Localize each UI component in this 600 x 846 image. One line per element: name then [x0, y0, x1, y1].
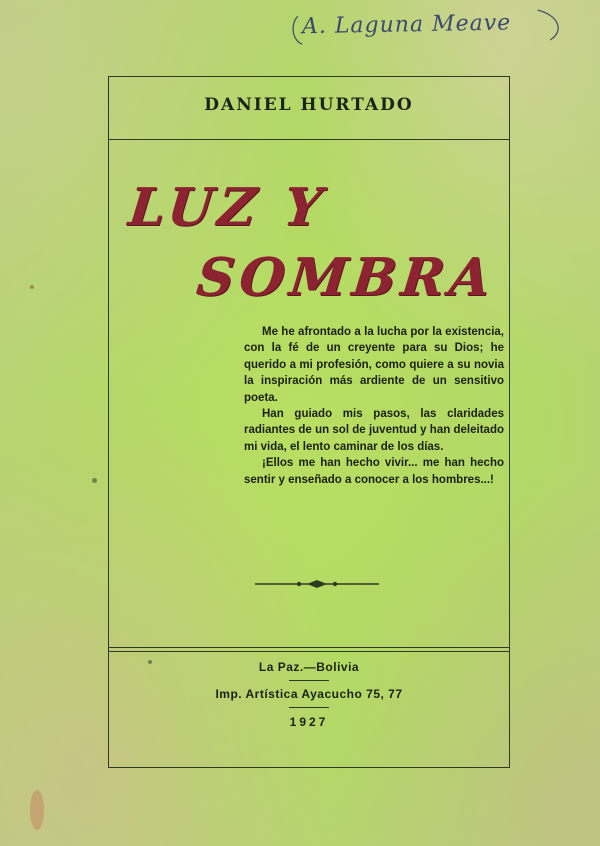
epigraph: [244, 324, 504, 488]
imprint-place: La Paz.—Bolivia: [258, 660, 360, 674]
cover-frame: [108, 76, 510, 768]
imprint-separator: [289, 707, 329, 708]
imprint-rule-top: [109, 647, 509, 648]
top-rule: [109, 139, 509, 140]
epigraph-paragraph: Han guiado mis pasos, las claridades radiantes de un sol de juventud y han deleitado mi vida, el lento caminar de los días.: [244, 408, 504, 453]
imprint-printer: Imp. Artística Ayacucho 75, 77: [215, 687, 403, 701]
author-name: DANIEL HURTADO: [204, 95, 414, 115]
imprint-rule-top-2: [109, 651, 509, 652]
epigraph-paragraph: ¡Ellos me han hecho vivir... me han hecho sentir y enseñado a conocer a los hombres...!: [244, 457, 504, 486]
imprint-separator: [289, 680, 329, 681]
handwritten-signature: [288, 6, 569, 51]
epigraph-paragraph: Me he afrontado a la lucha por la existencia, con la fé de un creyente para su Dios; he querido a mi profesión, como quiere a su novia la inspiración más ardiente de un sensitivo poeta.: [244, 326, 504, 404]
stain-mark: [30, 285, 34, 289]
title-line-1: LUZ Y: [125, 177, 330, 238]
imprint-year: 1927: [289, 715, 329, 729]
ornament-divider-icon: [255, 577, 379, 591]
stain-mark: [92, 478, 97, 483]
stain-mark: [30, 790, 44, 830]
signature-text: A. Laguna Meave: [301, 10, 512, 40]
title-line-2: SOMBRA: [193, 247, 499, 308]
